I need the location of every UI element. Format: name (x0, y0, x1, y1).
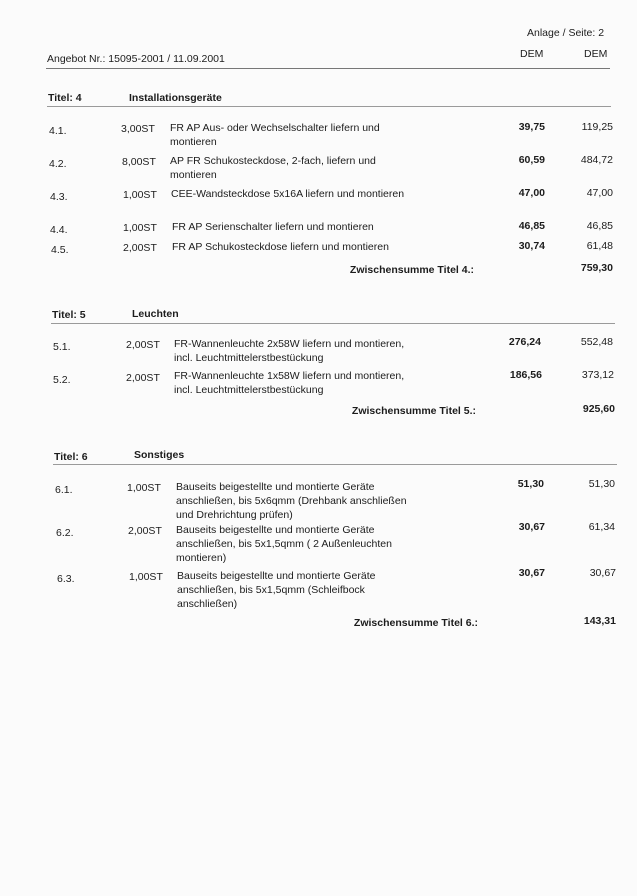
section-title-number: Titel: 5 (52, 309, 86, 321)
position-number: 6.2. (56, 527, 74, 539)
item-description: Bauseits beigestellte und montierte Geräte anschließen, bis 5x1,5qmm ( 2 Außenleuchten montieren) (176, 524, 392, 564)
unit-price: 51,30 (517, 478, 544, 490)
offer-number: Angebot Nr.: 15095-2001 / 11.09.2001 (47, 53, 225, 65)
line-total: 61,48 (586, 240, 613, 252)
subtotal-label: Zwischensumme Titel 4.: (349, 264, 474, 276)
line-total: 61,34 (588, 521, 615, 533)
currency-unit-price-header: DEM (520, 48, 544, 60)
quantity: 1,00ST (123, 222, 157, 234)
section-title-number: Titel: 6 (54, 451, 88, 463)
quantity: 2,00ST (123, 242, 157, 254)
section-divider (53, 464, 617, 465)
unit-price: 186,56 (509, 369, 542, 381)
unit-price: 47,00 (518, 187, 545, 199)
section-divider (47, 106, 611, 107)
position-number: 4.4. (50, 224, 68, 236)
position-number: 6.1. (55, 484, 73, 496)
item-description: FR AP Aus- oder Wechselschalter liefern und montieren (170, 122, 380, 148)
line-total: 46,85 (586, 220, 613, 232)
position-number: 5.1. (53, 341, 71, 353)
position-number: 4.5. (51, 244, 69, 256)
item-description: Bauseits beigestellte und montierte Geräte anschließen, bis 5x1,5qmm (Schleifbock anschließen) (177, 570, 376, 610)
section-title-name: Installationsgeräte (129, 92, 222, 104)
position-number: 4.2. (49, 158, 67, 170)
section-title-name: Leuchten (132, 308, 179, 320)
quantity: 2,00ST (126, 372, 160, 384)
item-description: FR-Wannenleuchte 1x58W liefern und montieren, incl. Leuchtmittelerstbestückung (174, 370, 405, 396)
quantity: 2,00ST (128, 525, 162, 537)
currency-total-header: DEM (584, 48, 608, 60)
unit-price: 30,74 (518, 240, 545, 252)
line-total: 119,25 (581, 121, 613, 133)
line-total: 30,67 (589, 567, 616, 579)
subtotal-label: Zwischensumme Titel 6.: (353, 617, 478, 629)
item-description: FR AP Schukosteckdose liefern und montieren (172, 241, 389, 253)
line-total: 552,48 (580, 336, 613, 348)
line-total: 51,30 (588, 478, 615, 490)
unit-price: 30,67 (518, 567, 545, 579)
position-number: 4.3. (50, 191, 68, 203)
line-total: 484,72 (580, 154, 613, 166)
unit-price: 30,67 (518, 521, 545, 533)
subtotal-value: 143,31 (583, 615, 616, 627)
unit-price: 46,85 (518, 220, 545, 232)
quantity: 1,00ST (127, 482, 161, 494)
quantity: 2,00ST (126, 339, 160, 351)
header-divider (46, 68, 610, 69)
position-number: 5.2. (53, 374, 71, 386)
subtotal-value: 759,30 (580, 262, 613, 274)
quantity: 8,00ST (122, 156, 156, 168)
item-description: FR AP Serienschalter liefern und montieren (172, 221, 374, 233)
section-title-number: Titel: 4 (48, 92, 82, 104)
item-description: Bauseits beigestellte und montierte Geräte anschließen, bis 5x6qmm (Drehbank anschließen und Drehrichtung prüfen) (176, 481, 407, 521)
line-total: 47,00 (586, 187, 613, 199)
unit-price: 276,24 (508, 336, 541, 348)
section-divider (51, 323, 615, 324)
item-description: AP FR Schukosteckdose, 2-fach, liefern und montieren (170, 155, 376, 181)
item-description: FR-Wannenleuchte 2x58W liefern und montieren, incl. Leuchtmittelerstbestückung (174, 338, 405, 364)
position-number: 4.1. (49, 125, 67, 137)
position-number: 6.3. (57, 573, 75, 585)
subtotal-label: Zwischensumme Titel 5.: (351, 405, 476, 417)
page-reference: Anlage / Seite: 2 (527, 27, 605, 39)
unit-price: 60,59 (518, 154, 545, 166)
unit-price: 39,75 (518, 121, 545, 133)
quantity: 1,00ST (123, 189, 157, 201)
quantity: 3,00ST (121, 123, 155, 135)
item-description: CEE-Wandsteckdose 5x16A liefern und montieren (171, 188, 405, 200)
line-total: 373,12 (581, 369, 614, 381)
quantity: 1,00ST (129, 571, 163, 583)
section-title-name: Sonstiges (134, 449, 185, 461)
subtotal-value: 925,60 (582, 403, 615, 415)
